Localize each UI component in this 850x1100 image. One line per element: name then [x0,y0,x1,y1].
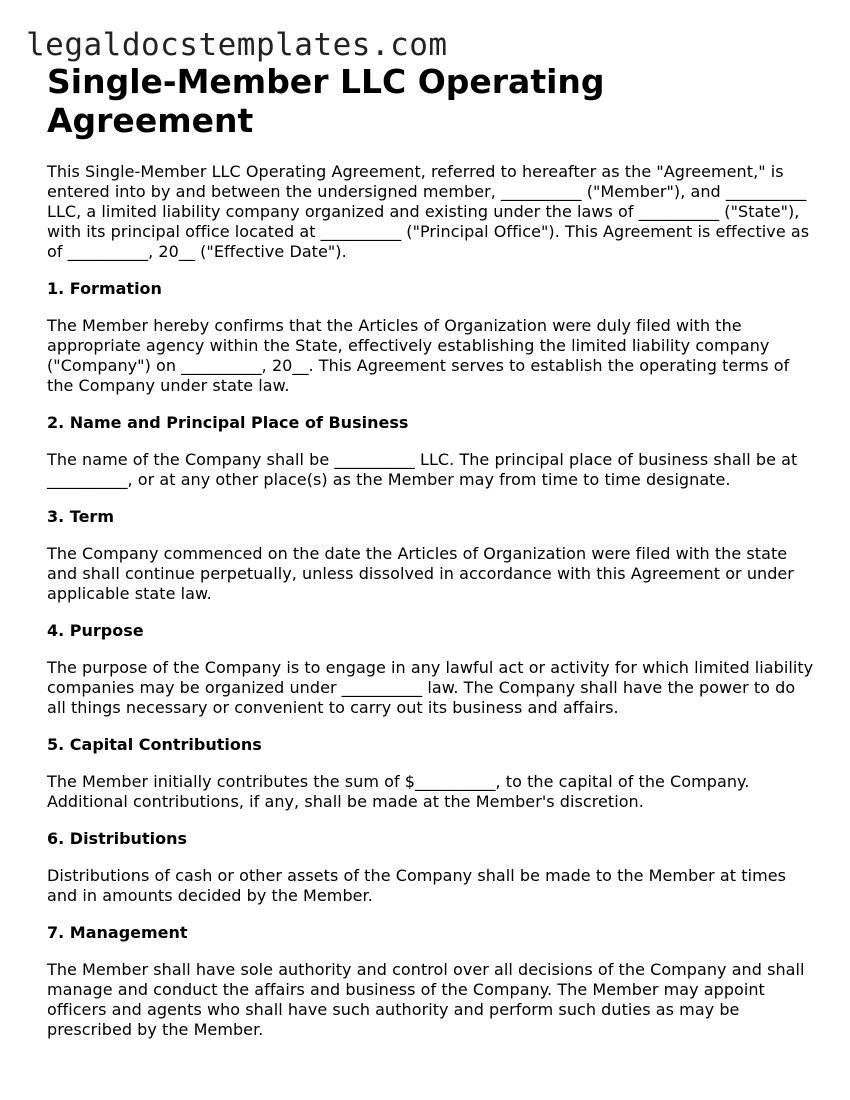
section-purpose [47,621,817,718]
section-formation [47,279,817,396]
section-distributions [47,829,817,906]
section-heading: 5. Capital Contributions [47,735,262,754]
section-heading: 7. Management [47,923,188,942]
section-body: The Member shall have sole authority and control over all decisions of the Company and shall manage and conduct the affairs and business of the Company. The Member may appoint officers and agents who shall have such authority and perform such duties as may be prescribed by the Member. [47,960,805,1039]
section-heading: 3. Term [47,507,114,526]
section-body: The purpose of the Company is to engage in any lawful act or activity for which limited liability companies may be organized under __________ law. The Company shall have the power to do all things necessary or convenient to carry out its business and affairs. [47,658,814,717]
intro-paragraph: This Single-Member LLC Operating Agreement, referred to hereafter as the "Agreement," is entered into by and between the undersigned member, __________ ("Member"), and __________ LLC, a limited liability company organized and existing under the laws of __________ ("State"), with its principal office located at __________ ("Principal Office"). This Agreement is effective as of __________, 20__ ("Effective Date"). [47,162,810,261]
section-heading: 1. Formation [47,279,162,298]
section-body: The Member hereby confirms that the Articles of Organization were duly filed with the appropriate agency within the State, effectively establishing the limited liability company ("Company") on __________, 20__. This Agreement serves to establish the operating terms of the Company under state law. [47,316,790,395]
section-body: The Member initially contributes the sum of $__________, to the capital of the Company. Additional contributions, if any, shall be made at the Member's discretion. [47,772,750,811]
section-term [47,507,817,604]
site-watermark: legaldocstemplates.com [26,27,448,63]
section-body: The Company commenced on the date the Articles of Organization were filed with the state and shall continue perpetually, unless dissolved in accordance with this Agreement or under applicable state law. [47,544,794,603]
document-title: Single-Member LLC Operating Agreement [47,62,605,140]
document-body [47,62,817,1040]
section-heading: 4. Purpose [47,621,144,640]
section-name-and-principal-place [47,413,817,490]
section-heading: 6. Distributions [47,829,187,848]
section-heading: 2. Name and Principal Place of Business [47,413,409,432]
section-body: The name of the Company shall be __________ LLC. The principal place of business shall be at __________, or at any other place(s) as the Member may from time to time designate. [47,450,798,489]
section-capital-contributions [47,735,817,812]
section-management [47,923,817,1040]
section-body: Distributions of cash or other assets of the Company shall be made to the Member at times and in amounts decided by the Member. [47,866,786,905]
